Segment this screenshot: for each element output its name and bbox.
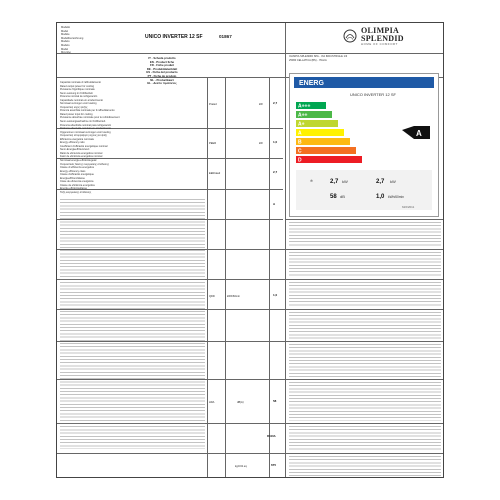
heating-power: 2,7 xyxy=(376,179,385,185)
cooling-power: 2,7 xyxy=(330,179,339,185)
divider xyxy=(285,23,286,477)
paragraph-block xyxy=(289,426,441,451)
divider xyxy=(207,77,208,477)
model-language-labels xyxy=(61,26,91,55)
gwp-unit: kgCO2 eq xyxy=(235,465,247,468)
spec-row: Energy efficiency ratio xyxy=(60,141,85,145)
spec-row: Nenn-Leistungsaufnahme im Kühlbetrieb xyxy=(60,120,106,124)
spec-row: Coefficient d'efficacité énergétique nominal xyxy=(60,144,108,148)
consumption-label: QDD xyxy=(209,295,215,298)
eer-value: 2,7 xyxy=(273,170,278,174)
spec-row: Potencia nominal de refrigeración xyxy=(60,95,98,99)
brand-mark-icon xyxy=(343,29,357,43)
lang-label: Modelo xyxy=(61,43,70,47)
spec-row: Nenn-Leistung im Kühlbetrieb xyxy=(60,91,93,95)
paragraph-block xyxy=(289,312,441,339)
energy-label-graphic xyxy=(290,74,438,216)
noise-unit: dB(A) xyxy=(237,401,244,404)
class-label: A+ xyxy=(298,121,305,128)
brand-tagline: HOME OF COMFORT xyxy=(361,42,398,46)
regulation: 626/2011 xyxy=(402,205,415,209)
paragraph-block xyxy=(289,344,441,377)
spec-row: Potenza assorbita nominale per il raffreddamento xyxy=(60,109,115,113)
paragraph-block xyxy=(289,456,441,476)
spec-row: Ονομαστικός δείκτης ενεργειακής απόδοσης xyxy=(60,162,109,166)
product-fiche-sheet xyxy=(56,22,444,478)
spec-row: Opgenomen nominaal vermogen voor koeling xyxy=(60,130,111,134)
spec-row: Puissance absorbée nominale pour le refroidissement xyxy=(60,116,120,120)
cooling-label: Prated xyxy=(209,103,217,106)
class-label: A xyxy=(298,130,302,137)
spec-row: Ratio de eficiencia energética nominal xyxy=(60,151,103,155)
power-unit: kW xyxy=(342,179,348,184)
company-line: 25060 CELLATICA (BS) - ITALIA xyxy=(289,59,327,62)
spec-row: Τάξη ενεργειακής απόδοσης xyxy=(60,190,92,194)
brand-logo xyxy=(327,26,437,52)
input-value: 1,0 xyxy=(273,140,278,144)
lang-label: Model xyxy=(61,29,69,33)
spec-row: Potência absorvida nominal em arrefecimento xyxy=(60,127,111,131)
energy-label-model: UNICO INVERTER 12 SF xyxy=(350,92,396,97)
input-unit: kW xyxy=(259,142,263,145)
class-label: B xyxy=(298,139,302,146)
spec-row: Ονομαστική ισχύς ψύξης xyxy=(60,105,88,109)
consumption-unit: kWh/60min xyxy=(388,195,404,199)
spec-row: Classe di efficienza energetica xyxy=(60,166,94,170)
lang-label: Modèle xyxy=(61,33,70,37)
spec-row: Rated output power for cooling xyxy=(60,84,95,88)
spec-row: Energie-efficiëntieklasse xyxy=(60,187,88,191)
lang-label: Modellbezeichnung xyxy=(61,36,84,40)
divider xyxy=(285,219,443,220)
divider xyxy=(57,53,443,54)
sheet-title: ES - Ficha del producto xyxy=(146,70,178,75)
consumption-unit: kWh/60min xyxy=(227,295,240,298)
class-label: D xyxy=(298,157,302,164)
noise-label: LWA xyxy=(209,401,215,404)
company-address xyxy=(289,55,439,63)
paragraph-block xyxy=(289,382,441,421)
spec-row: Classe de eficiência energética xyxy=(60,183,95,187)
eer-label: EERrated xyxy=(209,172,221,175)
class-label: A++ xyxy=(298,112,308,119)
cooling-value: 2,7 xyxy=(273,101,278,105)
class-value: A xyxy=(273,202,276,206)
spec-row: Energy efficiency class xyxy=(60,169,86,173)
svg-text:❄: ❄ xyxy=(310,179,313,183)
spec-row: Nominaal vermogen voor koeling xyxy=(60,102,97,106)
lang-label: Modello xyxy=(61,26,71,29)
spec-row: Clase de eficiencia energética xyxy=(60,180,94,184)
refrigerant-value: R410A xyxy=(267,434,276,438)
brand-name-2: SPLENDID xyxy=(361,34,404,43)
spec-row: Puissance frigorifique nominale xyxy=(60,88,95,92)
gwp-value: 675 xyxy=(271,463,277,467)
spec-row: Nominaal energie-efficiëntiegetal xyxy=(60,159,97,163)
lang-label: Model xyxy=(61,47,69,51)
paragraph-block xyxy=(289,252,441,277)
spec-row: Efficienza energetica nominale xyxy=(60,137,95,141)
spec-row: Capacidade nominal em arrefecimento xyxy=(60,98,103,102)
sheet-title: IT - Scheda prodotto xyxy=(148,56,176,60)
paragraph-block xyxy=(289,282,441,307)
sheet-title: DE - Produktdatenblatt xyxy=(146,66,178,71)
sheet-title: EN - Product fiche xyxy=(149,59,175,64)
cooling-unit: kW xyxy=(259,103,263,106)
spec-row: Nenn-Energieeffizienzwert xyxy=(60,148,90,152)
class-label: C xyxy=(298,148,302,155)
divider xyxy=(225,77,226,477)
paragraph-block xyxy=(289,222,441,247)
rated-class: A xyxy=(416,129,422,138)
model-name: UNICO INVERTER 12 SF xyxy=(145,34,203,40)
spec-rows-continued xyxy=(60,199,205,449)
divider xyxy=(57,453,443,454)
lang-label: Μοντέλο xyxy=(61,51,71,55)
noise-unit: dB xyxy=(340,194,345,199)
energy-label xyxy=(289,73,439,217)
energy-label-title: ENERG xyxy=(299,80,324,87)
divider xyxy=(269,77,270,477)
spec-row: Classe d'efficacité énergétique xyxy=(60,173,94,177)
noise-value: 58 xyxy=(330,194,337,200)
company-line: OLIMPIA SPLENDID SPA - VIA INDUSTRIALE 1/3 xyxy=(289,55,348,58)
lang-label: Modelo xyxy=(61,40,70,44)
input-label: PEER xyxy=(209,142,217,145)
spec-row: Fator de eficiência energética nominal xyxy=(60,155,103,159)
spec-row: Ονομαστική απορρόφηση ισχύος για ψύξη xyxy=(60,134,107,138)
sheet-title: EL - Δελτίο προϊόντος xyxy=(147,81,177,86)
spec-row: Potencia absorbida nominal para refrigeración xyxy=(60,123,112,127)
sheet-title: PT - Ficha de produto xyxy=(147,73,177,78)
spec-row: Energieeffizienzklasse xyxy=(60,176,85,180)
consumption-value: 1,0 xyxy=(273,293,278,297)
consumption-value: 1,0 xyxy=(376,194,385,200)
brand-name-1: OLIMPIA xyxy=(361,26,400,35)
class-label: A+++ xyxy=(298,103,311,110)
sheet-title: FR - Fiche produit xyxy=(150,63,174,68)
noise-value: 58 xyxy=(273,399,277,403)
spec-row: Rated power input for cooling xyxy=(60,112,93,116)
sheet-title: NL - Productkaart xyxy=(150,77,174,82)
power-unit: kW xyxy=(390,179,396,184)
model-code: 01867 xyxy=(219,34,232,39)
spec-row: Capacità nominale di raffreddamento xyxy=(60,81,101,84)
